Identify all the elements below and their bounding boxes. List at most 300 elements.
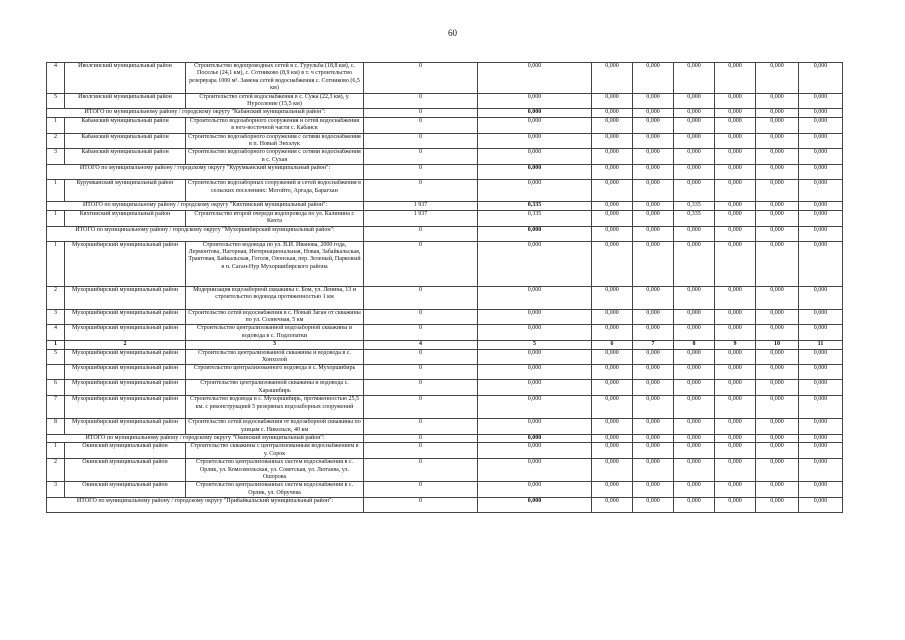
col7-value: 0,000 (633, 482, 674, 498)
col10-value: 0,000 (756, 286, 799, 309)
col5-value: 0,000 (478, 459, 592, 482)
col8-value: 0,000 (674, 309, 715, 325)
column-number-cell: 7 (633, 341, 674, 349)
col6-value: 0,000 (592, 365, 633, 380)
col5-value: 0,000 (478, 63, 592, 94)
col8-value: 0,000 (674, 443, 715, 459)
col8-value: 0,000 (674, 498, 715, 513)
project-description: Строительство централизованной водозаборной скважины и водовода в с. Подлопатки (186, 325, 364, 341)
col9-value: 0,000 (715, 286, 756, 309)
investment-table (46, 62, 843, 513)
project-description: Строительство централизованных систем водоснабжения в с. Орлик, ул. Обручева (186, 482, 364, 498)
table-row (47, 482, 843, 498)
row-number: 1 (47, 443, 65, 459)
col6-value: 0,000 (592, 133, 633, 149)
col9-value: 0,000 (715, 443, 756, 459)
col7-value: 0,000 (633, 396, 674, 419)
col10-value: 0,000 (756, 396, 799, 419)
row-number: 1 (47, 241, 65, 286)
col4-value: 0 (364, 482, 478, 498)
page-number: 60 (448, 28, 457, 38)
col6-value: 0,000 (592, 498, 633, 513)
district-name: Иволгинский муниципальный район (65, 93, 186, 109)
project-description: Строительство водозаборного сооружения и сетей водоснабжения в юго-восточной части с. Кабанск (186, 117, 364, 133)
col11-value: 0,000 (799, 109, 843, 117)
total-row (47, 434, 843, 442)
district-name: Кабанский муниципальный район (65, 117, 186, 133)
col7-value: 0,000 (633, 380, 674, 396)
district-name: Окинский муниципальный район (65, 443, 186, 459)
col5-value: 0,000 (478, 117, 592, 133)
col8-value: 0,335 (674, 210, 715, 226)
col7-value: 0,000 (633, 165, 674, 180)
col9-value: 0,000 (715, 109, 756, 117)
column-number-cell: 2 (65, 341, 186, 349)
col6-value: 0,000 (592, 459, 633, 482)
table-row (47, 419, 843, 435)
col4-value: 0 (364, 434, 478, 442)
project-description: Строительство водовода по ул. В.И. Иванова, 2000 года, Лермонтова, Нагорная, Интернациональная, Новая, Забайкальская, Трактовая, Байкальская, Гоголя, Озонская, пер. Зеленый, Парковый в п. Саган-Нур Мухоршибирского района (186, 241, 364, 286)
col10-value: 0,000 (756, 459, 799, 482)
col10-value: 0,000 (756, 63, 799, 94)
table-row (47, 63, 843, 94)
col7-value: 0,000 (633, 93, 674, 109)
district-name: Кабанский муниципальный район (65, 133, 186, 149)
col6-value: 0,000 (592, 202, 633, 210)
col6-value: 0,000 (592, 241, 633, 286)
col11-value: 0,000 (799, 226, 843, 241)
project-description: Строительство централизованных систем водоснабжения в с. Орлик, ул. Комсомольская, ул. Советская, ул. Лютаева, ул. Ошорова (186, 459, 364, 482)
project-description: Строительство сетей водоснабжения от водозаборной скважины по улицам с. Никольск, 40 км (186, 419, 364, 435)
col4-value: 0 (364, 286, 478, 309)
district-name: Мухоршибирский муниципальный район (65, 380, 186, 396)
col5-value: 0,000 (478, 419, 592, 435)
column-number-cell: 3 (186, 341, 364, 349)
table-row (47, 349, 843, 365)
col4-value: 0 (364, 309, 478, 325)
col9-value: 0,000 (715, 117, 756, 133)
col4-value: 0 (364, 443, 478, 459)
col11-value: 0,000 (799, 365, 843, 380)
col5-value: 0,000 (478, 380, 592, 396)
row-number: 3 (47, 149, 65, 165)
col9-value: 0,000 (715, 210, 756, 226)
col8-value: 0,000 (674, 419, 715, 435)
district-name: Мухоршибирский муниципальный район (65, 349, 186, 365)
col10-value: 0,000 (756, 419, 799, 435)
district-name: Кяхтинский муниципальный район (65, 210, 186, 226)
col6-value: 0,000 (592, 165, 633, 180)
total-label: ИТОГО по муниципальному району / городскому округу "Мухоршибирский муниципальный район": (47, 226, 364, 241)
col10-value: 0,000 (756, 365, 799, 380)
row-number: 4 (47, 63, 65, 94)
col9-value: 0,000 (715, 419, 756, 435)
col8-value: 0,000 (674, 459, 715, 482)
row-number: 7 (47, 396, 65, 419)
column-number-cell: 5 (478, 341, 592, 349)
col7-value: 0,000 (633, 309, 674, 325)
col8-value: 0,000 (674, 241, 715, 286)
district-name: Мухоршибирский муниципальный район (65, 419, 186, 435)
row-number: 1 (47, 117, 65, 133)
col11-value: 0,000 (799, 309, 843, 325)
col7-value: 0,000 (633, 434, 674, 442)
col7-value: 0,000 (633, 117, 674, 133)
district-name: Иволгинский муниципальный район (65, 63, 186, 94)
col5-value: 0,000 (478, 180, 592, 202)
col4-value: 0 (364, 325, 478, 341)
project-description: Строительство водопроводных сетей в с. Гурульба (18,8 км), с. Поселье (24,1 км), с. Сотниково (8,9 км) в т. ч строительство резервуара 1000 м³. Замена сетей водоснабжения с. Сотниково (6,5 км) (186, 63, 364, 94)
col10-value: 0,000 (756, 482, 799, 498)
table-row (47, 241, 843, 286)
col8-value: 0,000 (674, 117, 715, 133)
col8-value: 0,000 (674, 349, 715, 365)
col9-value: 0,000 (715, 309, 756, 325)
col10-value: 0,000 (756, 202, 799, 210)
col6-value: 0,000 (592, 434, 633, 442)
total-label: ИТОГО по муниципальному району / городскому округу "Прибайкальский муниципальный район": (47, 498, 364, 513)
col5-value: 0,000 (478, 93, 592, 109)
col7-value: 0,000 (633, 241, 674, 286)
col4-value: 0 (364, 117, 478, 133)
total-row (47, 202, 843, 210)
col7-value: 0,000 (633, 149, 674, 165)
col9-value: 0,000 (715, 63, 756, 94)
project-description: Строительство сетей водоснабжения в с. Новый Заган от скважины по ул. Солнечная, 5 км (186, 309, 364, 325)
col10-value: 0,000 (756, 380, 799, 396)
col7-value: 0,000 (633, 325, 674, 341)
project-description: Модернизация водозаборной скважины с. Бом, ул. Ленина, 13 и строительство водовода протяженностью 1 км (186, 286, 364, 309)
col6-value: 0,000 (592, 149, 633, 165)
col10-value: 0,000 (756, 133, 799, 149)
col9-value: 0,000 (715, 241, 756, 286)
col5-value: 0,000 (478, 109, 592, 117)
table-row (47, 459, 843, 482)
table-body (47, 63, 843, 513)
col5-value: 0,000 (478, 325, 592, 341)
total-row (47, 226, 843, 241)
col4-value: 1 937 (364, 202, 478, 210)
table-row (47, 309, 843, 325)
col5-value: 0,000 (478, 365, 592, 380)
district-name: Мухоршибирский муниципальный район (65, 365, 186, 380)
column-number-cell: 10 (756, 341, 799, 349)
col5-value: 0,000 (478, 133, 592, 149)
row-number: 1 (47, 180, 65, 202)
col7-value: 0,000 (633, 286, 674, 309)
col10-value: 0,000 (756, 149, 799, 165)
col5-value: 0,000 (478, 241, 592, 286)
col10-value: 0,000 (756, 443, 799, 459)
row-number: 5 (47, 93, 65, 109)
project-description: Строительство второй очереди водопровода по ул. Калинина г. Кяхта (186, 210, 364, 226)
col11-value: 0,000 (799, 149, 843, 165)
col11-value: 0,000 (799, 459, 843, 482)
row-number: 2 (47, 459, 65, 482)
col8-value: 0,000 (674, 434, 715, 442)
col10-value: 0,000 (756, 226, 799, 241)
col7-value: 0,000 (633, 349, 674, 365)
col9-value: 0,000 (715, 93, 756, 109)
col4-value: 0 (364, 459, 478, 482)
table-row (47, 380, 843, 396)
col9-value: 0,000 (715, 180, 756, 202)
col8-value: 0,000 (674, 133, 715, 149)
col11-value: 0,000 (799, 210, 843, 226)
col6-value: 0,000 (592, 349, 633, 365)
col9-value: 0,000 (715, 396, 756, 419)
col9-value: 0,000 (715, 482, 756, 498)
col6-value: 0,000 (592, 419, 633, 435)
col6-value: 0,000 (592, 443, 633, 459)
col6-value: 0,000 (592, 226, 633, 241)
table-row (47, 149, 843, 165)
col7-value: 0,000 (633, 210, 674, 226)
col4-value: 0 (364, 180, 478, 202)
table-row (47, 396, 843, 419)
col4-value: 0 (364, 380, 478, 396)
col8-value: 0,000 (674, 226, 715, 241)
col9-value: 0,000 (715, 365, 756, 380)
col5-value: 0,000 (478, 349, 592, 365)
col4-value: 0 (364, 241, 478, 286)
column-number-cell: 6 (592, 341, 633, 349)
col7-value: 0,000 (633, 419, 674, 435)
column-number-cell: 9 (715, 341, 756, 349)
col7-value: 0,000 (633, 109, 674, 117)
col11-value: 0,000 (799, 202, 843, 210)
district-name: Мухоршибирский муниципальный район (65, 325, 186, 341)
project-description: Строительство водовода в с. Мухоршибирь, протяженностью 25,5 км. с реконструкцией 5 резервных водозаборных сооружений (186, 396, 364, 419)
col9-value: 0,000 (715, 349, 756, 365)
col11-value: 0,000 (799, 93, 843, 109)
row-number: 2 (47, 133, 65, 149)
col6-value: 0,000 (592, 482, 633, 498)
col6-value: 0,000 (592, 396, 633, 419)
district-name: Мухоршибирский муниципальный район (65, 286, 186, 309)
col6-value: 0,000 (592, 109, 633, 117)
total-label: ИТОГО по муниципальному району / городскому округу "Окинский муниципальный район": (47, 434, 364, 442)
district-name: Мухоршибирский муниципальный район (65, 309, 186, 325)
col8-value: 0,000 (674, 380, 715, 396)
col6-value: 0,000 (592, 93, 633, 109)
total-label: ИТОГО по муниципальному району / городскому округу "Курумканский муниципальный район": (47, 165, 364, 180)
col5-value: 0,000 (478, 286, 592, 309)
project-description: Строительство водозаборных сооружений и сетей водоснабжения в сельских поселениях: Могойто, Аргада, Барагхан (186, 180, 364, 202)
project-description: Строительство скважины с централизованным водоснабжением в у. Сорок (186, 443, 364, 459)
table-row (47, 286, 843, 309)
col10-value: 0,000 (756, 180, 799, 202)
col9-value: 0,000 (715, 459, 756, 482)
table-row (47, 180, 843, 202)
col8-value: 0,335 (674, 202, 715, 210)
district-name: Окинский муниципальный район (65, 459, 186, 482)
col11-value: 0,000 (799, 498, 843, 513)
col8-value: 0,000 (674, 482, 715, 498)
col10-value: 0,000 (756, 325, 799, 341)
col11-value: 0,000 (799, 349, 843, 365)
col6-value: 0,000 (592, 180, 633, 202)
table-row (47, 365, 843, 380)
col10-value: 0,000 (756, 117, 799, 133)
col8-value: 0,000 (674, 325, 715, 341)
column-number-row (47, 341, 843, 349)
col11-value: 0,000 (799, 419, 843, 435)
district-name: Окинский муниципальный район (65, 482, 186, 498)
col4-value: 0 (364, 419, 478, 435)
col7-value: 0,000 (633, 226, 674, 241)
col8-value: 0,000 (674, 149, 715, 165)
col6-value: 0,000 (592, 63, 633, 94)
row-number: 4 (47, 325, 65, 341)
district-name: Мухоршибирский муниципальный район (65, 241, 186, 286)
col4-value: 0 (364, 349, 478, 365)
col8-value: 0,000 (674, 286, 715, 309)
col4-value: 0 (364, 109, 478, 117)
col8-value: 0,000 (674, 365, 715, 380)
col11-value: 0,000 (799, 443, 843, 459)
col6-value: 0,000 (592, 325, 633, 341)
col11-value: 0,000 (799, 482, 843, 498)
col8-value: 0,000 (674, 180, 715, 202)
col5-value: 0,335 (478, 210, 592, 226)
col6-value: 0,000 (592, 286, 633, 309)
col7-value: 0,000 (633, 365, 674, 380)
row-number: 6 (47, 380, 65, 396)
total-label: ИТОГО по муниципальному району / городскому округу "Кяхтинский муниципальный район": (47, 202, 364, 210)
col5-value: 0,000 (478, 396, 592, 419)
column-number-cell: 8 (674, 341, 715, 349)
col9-value: 0,000 (715, 434, 756, 442)
col4-value: 0 (364, 396, 478, 419)
col9-value: 0,000 (715, 202, 756, 210)
project-description: Строительство сетей водоснабжения в с. Сужа (22,3 км), у. Нурселение (15,5 км) (186, 93, 364, 109)
district-name: Курумканский муниципальный район (65, 180, 186, 202)
district-name: Кабанский муниципальный район (65, 149, 186, 165)
col10-value: 0,000 (756, 241, 799, 286)
table-row (47, 443, 843, 459)
row-number: 3 (47, 482, 65, 498)
col9-value: 0,000 (715, 133, 756, 149)
col6-value: 0,000 (592, 309, 633, 325)
col7-value: 0,000 (633, 202, 674, 210)
column-number-cell: 11 (799, 341, 843, 349)
col11-value: 0,000 (799, 180, 843, 202)
project-description: Строительство централизованной скважины и водовода в с. Хонхолой (186, 349, 364, 365)
col10-value: 0,000 (756, 309, 799, 325)
col11-value: 0,000 (799, 63, 843, 94)
col6-value: 0,000 (592, 117, 633, 133)
row-number: 2 (47, 286, 65, 309)
col5-value: 0,000 (478, 309, 592, 325)
project-description: Строительство централизованной скважины и водовода с. Харашибирь (186, 380, 364, 396)
col11-value: 0,000 (799, 165, 843, 180)
col11-value: 0,000 (799, 396, 843, 419)
row-number: 8 (47, 419, 65, 435)
col4-value: 0 (364, 498, 478, 513)
col7-value: 0,000 (633, 443, 674, 459)
col6-value: 0,000 (592, 380, 633, 396)
total-row (47, 498, 843, 513)
project-description: Строительство водозаборного сооружения с сетями водоснабжения в с. Сухая (186, 149, 364, 165)
col10-value: 0,000 (756, 93, 799, 109)
col4-value: 0 (364, 226, 478, 241)
total-row (47, 109, 843, 117)
col8-value: 0,000 (674, 93, 715, 109)
col7-value: 0,000 (633, 133, 674, 149)
col7-value: 0,000 (633, 459, 674, 482)
table-row (47, 117, 843, 133)
col10-value: 0,000 (756, 210, 799, 226)
col9-value: 0,000 (715, 149, 756, 165)
col4-value: 0 (364, 133, 478, 149)
col10-value: 0,000 (756, 434, 799, 442)
col9-value: 0,000 (715, 498, 756, 513)
col8-value: 0,000 (674, 109, 715, 117)
col11-value: 0,000 (799, 133, 843, 149)
col11-value: 0,000 (799, 434, 843, 442)
col11-value: 0,000 (799, 325, 843, 341)
col9-value: 0,000 (715, 325, 756, 341)
col7-value: 0,000 (633, 63, 674, 94)
col10-value: 0,000 (756, 109, 799, 117)
row-number: 5 (47, 349, 65, 365)
col10-value: 0,000 (756, 349, 799, 365)
row-number: 3 (47, 309, 65, 325)
col4-value: 0 (364, 63, 478, 94)
district-name: Мухоршибирский муниципальный район (65, 396, 186, 419)
column-number-cell: 1 (47, 341, 65, 349)
col4-value: 1 937 (364, 210, 478, 226)
col11-value: 0,000 (799, 117, 843, 133)
col11-value: 0,000 (799, 380, 843, 396)
col5-value: 0,000 (478, 443, 592, 459)
col10-value: 0,000 (756, 165, 799, 180)
column-number-cell: 4 (364, 341, 478, 349)
project-description: Строительство водозаборного сооружения с сетями водоснабжения в п. Новый Энхэлук (186, 133, 364, 149)
table-row (47, 210, 843, 226)
table-row (47, 133, 843, 149)
col5-value: 0,000 (478, 165, 592, 180)
table-row (47, 325, 843, 341)
total-row (47, 165, 843, 180)
col5-value: 0,000 (478, 149, 592, 165)
col9-value: 0,000 (715, 165, 756, 180)
row-number: 1 (47, 210, 65, 226)
col4-value: 0 (364, 93, 478, 109)
col7-value: 0,000 (633, 498, 674, 513)
col4-value: 0 (364, 165, 478, 180)
total-label: ИТОГО по муниципальному району / городскому округу "Кабанский муниципальный район": (47, 109, 364, 117)
table-row (47, 93, 843, 109)
col8-value: 0,000 (674, 396, 715, 419)
col5-value: 0,000 (478, 434, 592, 442)
col4-value: 0 (364, 149, 478, 165)
row-number (47, 365, 65, 380)
col11-value: 0,000 (799, 241, 843, 286)
col9-value: 0,000 (715, 380, 756, 396)
col8-value: 0,000 (674, 63, 715, 94)
col5-value: 0,335 (478, 202, 592, 210)
col4-value: 0 (364, 365, 478, 380)
col11-value: 0,000 (799, 286, 843, 309)
col6-value: 0,000 (592, 210, 633, 226)
col10-value: 0,000 (756, 498, 799, 513)
col8-value: 0,000 (674, 165, 715, 180)
col5-value: 0,000 (478, 226, 592, 241)
project-description: Строительство централизованного водовода в с. Мухоршибирь (186, 365, 364, 380)
col7-value: 0,000 (633, 180, 674, 202)
